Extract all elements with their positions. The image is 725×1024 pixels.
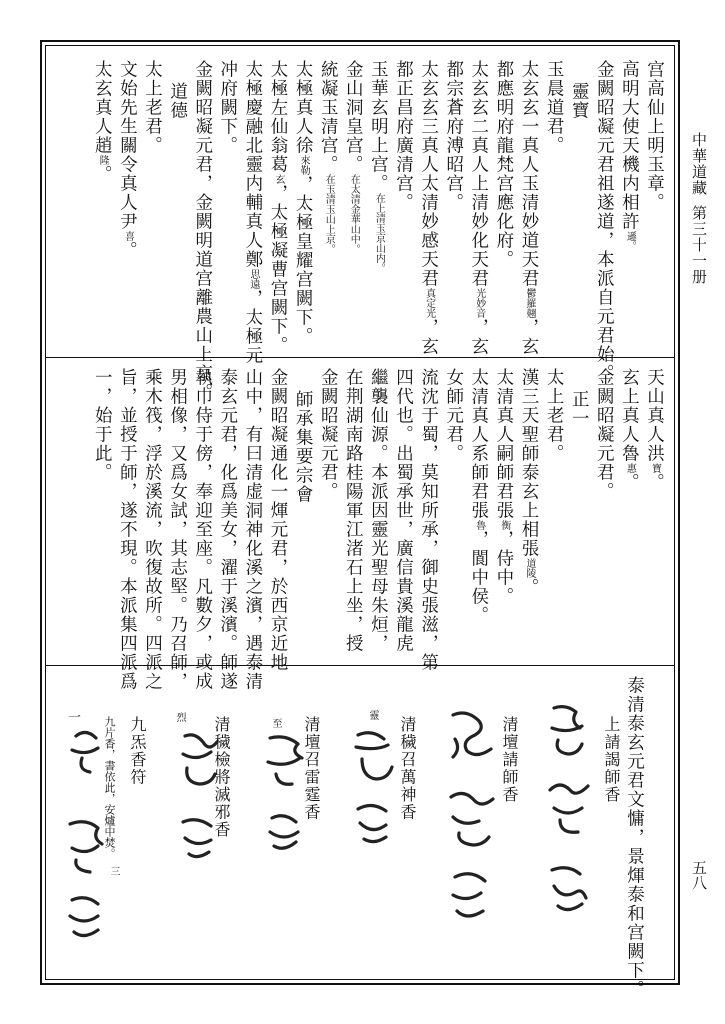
top-column	[394, 60, 412, 212]
text-run: 繼襲仙源。本派因靈光聖母朱烜，	[368, 368, 389, 653]
text-run: 太玄玄二真人上清妙化天君	[468, 60, 489, 288]
middle-column	[118, 368, 136, 691]
text-run: 文始先生關令真人尹	[117, 60, 138, 231]
middle-column	[143, 368, 161, 691]
middle-column	[520, 368, 538, 597]
text-run: 玉晨道君。	[544, 60, 565, 155]
middle-column	[243, 368, 261, 691]
mark-yi: 一	[65, 710, 80, 725]
middle-column	[469, 368, 487, 625]
text-run: 在玉清玉山上京。	[323, 174, 335, 254]
bottom-column	[399, 716, 415, 821]
talisman-qing-tan-zhao-lei-ting	[262, 730, 310, 860]
text-run: 鬱羅翹	[524, 288, 535, 318]
text-run: 道陵	[524, 558, 535, 578]
top-column	[620, 60, 638, 251]
text-run: 在太清金華山中。	[348, 174, 360, 254]
top-column	[193, 60, 211, 402]
text-run: 玉華玄明上宫。	[368, 60, 389, 193]
text-run: 隆	[97, 155, 109, 165]
middle-column	[394, 368, 412, 653]
talisman-qing-tan-qing-shi	[445, 705, 500, 930]
talisman-qing-hui-zhao-wan-shen	[350, 725, 400, 855]
top-column	[319, 60, 337, 254]
book-title: 中華道藏	[690, 132, 708, 196]
text-run: 清壇請師香	[500, 716, 519, 804]
bottom-column	[625, 676, 643, 999]
text-run: 都宗蒼府溥昭宫。	[443, 60, 464, 212]
middle-column	[319, 368, 337, 501]
text-run: ，太極凝曹宫闕下。	[268, 184, 288, 355]
text-run: 在荆湖南路桂陽軍江渚石上坐，授	[343, 368, 364, 653]
middle-column	[218, 368, 236, 691]
top-column	[494, 60, 512, 269]
top-column	[419, 60, 437, 356]
text-run: 泰清泰玄元君文慵，景煇泰和宫闕下。	[624, 676, 645, 999]
bottom-column	[603, 716, 619, 804]
text-run: 天山真人洪	[644, 368, 665, 463]
top-column	[545, 60, 563, 155]
mark-san: 三	[108, 866, 119, 876]
top-column	[294, 60, 312, 346]
text-run: 九炁香符	[128, 716, 147, 786]
page-number: 五八	[690, 860, 708, 890]
middle-column	[444, 368, 462, 463]
text-run: 金闕昭凝元君，金闕明道宫離農山上京。	[192, 60, 213, 402]
top-column	[469, 60, 487, 356]
text-run: 一，始于此。	[92, 368, 113, 482]
text-run: 太玄玄三真人太清妙感天君	[418, 60, 439, 288]
top-column	[570, 82, 588, 120]
text-run: 。	[619, 473, 640, 492]
text-run: 清穢檢將滅邪香	[212, 716, 231, 839]
top-column	[93, 60, 111, 184]
text-run: 太極左仙翁葛	[268, 60, 288, 174]
text-run: 太極慶融北靈内輔真人鄭	[242, 60, 263, 269]
top-column	[520, 60, 538, 356]
talisman-jiu-qi-xiang-fu	[62, 720, 110, 950]
bottom-column	[501, 716, 517, 804]
text-run: 宫高仙上明玉章。	[644, 60, 665, 212]
text-run: 。	[644, 473, 665, 492]
text-run: 金山洞皇宫。	[343, 60, 364, 174]
talisman-qing-qing-shi	[544, 700, 594, 930]
text-run: 都應明府龍梵宫應化府。	[493, 60, 514, 269]
text-run: 統凝玉清宫。	[318, 60, 339, 174]
top-column	[344, 60, 362, 254]
text-run: ，玄	[418, 318, 439, 356]
bottom-column	[129, 716, 145, 786]
text-run: 太清真人嗣師君張	[493, 368, 514, 520]
text-run: 喜	[122, 231, 134, 241]
middle-column	[620, 368, 638, 492]
top-column	[645, 60, 663, 212]
text-run: 惠	[624, 463, 636, 473]
text-run: 金闕昭凝通化一煇元君，於西京近地	[268, 368, 288, 672]
text-run: ，太極元	[242, 289, 263, 365]
section-divider-2	[45, 665, 675, 666]
mark-ling: 靈	[367, 710, 378, 720]
text-run: 在上清玉京山内。	[373, 193, 385, 273]
text-run: 四代也。出蜀承世，廣信貴溪龍虎	[393, 368, 414, 653]
middle-column	[494, 368, 512, 606]
top-column	[168, 82, 186, 120]
top-column	[143, 60, 161, 155]
top-column	[269, 60, 287, 355]
volume-label: 第三十一册	[690, 205, 708, 285]
text-run: 道德	[167, 82, 188, 120]
text-run: 山中，有曰清虚洞神化溪之濱，遇泰清	[242, 368, 263, 691]
text-run: 太上老君。	[142, 60, 163, 155]
text-run: 遜。	[624, 231, 636, 251]
middle-column	[193, 368, 211, 691]
middle-column	[93, 368, 111, 482]
top-column	[369, 60, 387, 273]
middle-column	[269, 368, 287, 672]
text-run: 金闕昭凝元君。	[594, 368, 615, 501]
mark-zhi: 至	[270, 718, 281, 728]
text-run: 執巾侍于傍，奉迎至座。凡數夕，或成	[192, 368, 213, 691]
text-run: 太清真人系師君張	[468, 368, 489, 520]
text-run: 漢三天聖師泰玄上相張	[519, 368, 539, 558]
text-run: 。	[117, 241, 138, 260]
text-run: ，玄	[519, 318, 539, 356]
text-run: 太極真人徐	[293, 60, 314, 155]
top-column	[218, 60, 236, 155]
text-run: 真定光	[423, 288, 435, 318]
top-column	[595, 60, 613, 383]
text-run: 太玄真人趙	[92, 60, 113, 155]
middle-column	[545, 368, 563, 463]
text-run: 玄上真人魯	[619, 368, 640, 463]
mark-lie: 烈	[174, 712, 185, 722]
text-run: 上請謁師香	[602, 716, 621, 804]
middle-column	[595, 368, 613, 501]
text-run: 魯	[473, 520, 485, 530]
text-run: 來勒	[298, 155, 310, 175]
section-divider-1	[45, 357, 675, 358]
text-run: 金闕昭凝元君祖遂道，本派自元君始。	[594, 60, 615, 383]
text-run: 九片香，書依此，安爐中焚。	[103, 716, 116, 859]
text-run: ，侍中。	[493, 530, 514, 606]
top-column	[243, 60, 261, 365]
text-run: 泰玄元君，化爲美女，濯于溪濱。師遂	[217, 368, 238, 691]
text-run: 冲府闕下。	[217, 60, 238, 155]
middle-column	[419, 368, 437, 672]
text-run: 旨，並授于師，遂不現。本派集四派爲	[117, 368, 138, 691]
text-run: 太上老君。	[544, 368, 565, 463]
text-run: 思遠	[247, 269, 259, 289]
text-run: 乘木筏，浮於溪流，吹復故所。四派之	[142, 368, 163, 691]
middle-column	[344, 368, 362, 653]
text-run: 。	[519, 578, 539, 597]
text-run: 玄	[273, 174, 284, 184]
text-run: 都正昌府廣清宫。	[393, 60, 414, 212]
middle-column	[168, 368, 186, 691]
text-run: 。	[92, 165, 113, 184]
text-run: ，玄	[468, 318, 489, 356]
text-run: 女師元君。	[443, 368, 464, 463]
text-run: 高明大使天機内相許	[619, 60, 640, 231]
text-run: 清壇召雷霆香	[302, 716, 321, 821]
text-run: 正一	[569, 390, 590, 428]
text-run: 流沈于蜀，莫知所承，御史張滋，第	[418, 368, 439, 672]
text-run: 清穢召萬神香	[398, 716, 417, 821]
middle-column	[645, 368, 663, 492]
talisman-qing-hui-jian-jiang	[175, 728, 223, 868]
top-column	[444, 60, 462, 212]
text-run: 靈寶	[569, 82, 590, 120]
text-run: 太玄玄一真人玉清妙道天君	[519, 60, 539, 288]
text-run: 師承集要宗會	[293, 390, 314, 504]
text-run: 寶	[649, 463, 661, 473]
middle-column	[369, 368, 387, 653]
text-run: 衡	[498, 520, 510, 530]
middle-column	[294, 390, 312, 504]
text-run: 光妙音	[473, 288, 485, 318]
text-run: 金闕昭凝元君。	[318, 368, 339, 501]
top-column	[118, 60, 136, 260]
text-run: 男相像，又爲女試，其志堅。乃召師，	[167, 368, 188, 691]
middle-column	[570, 390, 588, 428]
text-run: ，太極皇耀宫闕下。	[293, 175, 314, 346]
text-run: ，閬中侯。	[468, 530, 489, 625]
